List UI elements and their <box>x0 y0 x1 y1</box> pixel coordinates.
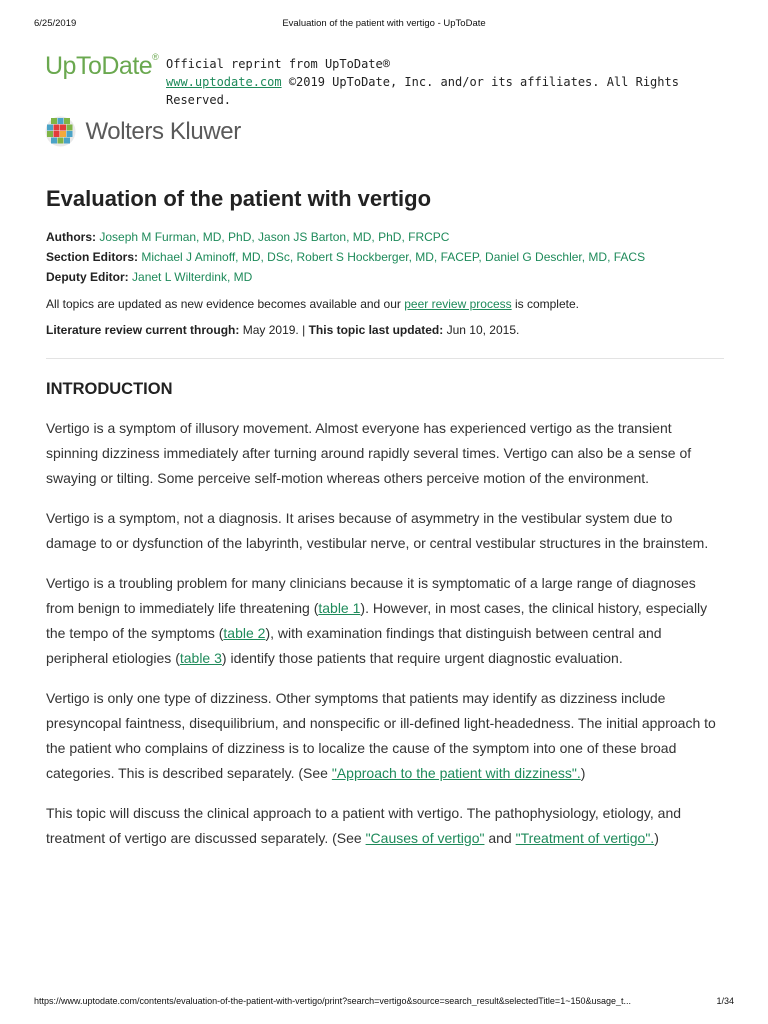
dizziness-approach-link[interactable]: "Approach to the patient with dizziness". <box>331 765 581 781</box>
lit-review-value: May 2019. <box>242 323 299 337</box>
uptodate-logo-text: UpToDate <box>45 52 153 80</box>
print-url: https://www.uptodate.com/contents/evaluation-of-the-patient-with-vertigo/print?search=vertigo&source=search_result&selectedTitle=1~150&usage_t... <box>34 996 632 1006</box>
paragraph-5-text-mid: and <box>484 830 516 846</box>
paragraph-3 <box>46 571 724 671</box>
notice-after: is complete. <box>511 297 579 311</box>
lit-review-label: Literature review current through: <box>46 323 240 337</box>
notice-before: All topics are updated as new evidence becomes available and our <box>46 297 405 311</box>
last-updated-label: This topic last updated: <box>308 323 444 337</box>
paragraph-3-text-c: ), with examination findings that distinguish between central and peripheral etiologies ( <box>46 625 662 666</box>
review-status <box>46 321 724 339</box>
print-footer <box>34 996 734 1010</box>
article <box>46 184 724 851</box>
deputy-editor-row <box>46 267 724 287</box>
section-editors-row <box>46 247 724 267</box>
table-1-link[interactable]: table 1 <box>318 600 361 616</box>
wolters-kluwer-row <box>45 116 241 150</box>
section-editors-label: Section Editors: <box>46 250 139 264</box>
uptodate-site-link[interactable]: www.uptodate.com <box>166 75 282 89</box>
authors-value[interactable]: Joseph M Furman, MD, PhD, Jason JS Barton, MD, PhD, FRCPC <box>99 230 450 244</box>
paragraph-2: Vertigo is a symptom, not a diagnosis. It arises because of asymmetry in the vestibular system due to damage to or dysfunction of the labyrinth, vestibular nerve, or central vestibular structures in the brainstem. <box>46 510 709 551</box>
paragraph-3-text-d: ) identify those patients that require urgent diagnostic evaluation. <box>221 650 623 666</box>
paragraph-4-text-a: Vertigo is only one type of dizziness. Other symptoms that patients may identify as dizziness include presyncopal faintness, disequilibrium, and nonspecific or ill-defined light-headedness. The initial approach to the patient who complains of dizziness is to localize the cause of the symptom into one of these broad categories. This is described separately. (See <box>46 690 716 781</box>
section-divider <box>46 358 724 359</box>
update-notice <box>46 295 724 313</box>
treatment-of-vertigo-link[interactable]: "Treatment of vertigo". <box>515 830 655 846</box>
uptodate-logo <box>45 52 158 81</box>
print-header <box>34 18 734 32</box>
causes-of-vertigo-link[interactable]: "Causes of vertigo" <box>365 830 485 846</box>
paragraph-5 <box>46 801 724 851</box>
article-title: Evaluation of the patient with vertigo <box>46 186 432 211</box>
review-separator: | <box>302 323 306 337</box>
wolters-kluwer-logo-icon <box>45 116 76 147</box>
wolters-kluwer-name: Wolters Kluwer <box>85 117 241 145</box>
paragraph-3-text-b: ). However, in most cases, the clinical history, especially the tempo of the symptoms ( <box>46 600 708 641</box>
section-heading-introduction: INTRODUCTION <box>46 380 173 398</box>
copyright-text: ©2019 UpToDate, Inc. and/or its affiliates. All Rights Reserved. <box>166 75 679 107</box>
copyright-line <box>166 73 734 109</box>
paragraph-5-text-b: ) <box>654 830 659 846</box>
paragraph-4-text-b: ) <box>580 765 586 781</box>
deputy-editor-value[interactable]: Janet L Wilterdink, MD <box>132 270 253 284</box>
reprint-block <box>166 55 734 109</box>
deputy-editor-label: Deputy Editor: <box>46 270 129 284</box>
uptodate-logo-mark: ® <box>152 52 159 62</box>
paragraph-3-text-a: Vertigo is a troubling problem for many clinicians because it is symptomatic of a large range of diagnoses from benign to immediately life threatening ( <box>46 575 696 616</box>
print-date: 6/25/2019 <box>34 18 77 29</box>
reprint-line: Official reprint from UpToDate® <box>166 57 390 71</box>
section-editors-value[interactable]: Michael J Aminoff, MD, DSc, Robert S Hockberger, MD, FACEP, Daniel G Deschler, MD, FACS <box>141 250 646 264</box>
paragraph-1: Vertigo is a symptom of illusory movement. Almost everyone has experienced vertigo as the transient spinning dizziness immediately after turning around rapidly several times. Vertigo can also be a sense of swaying or tilting. Some perceive self-motion whereas others perceive motion of the environment. <box>46 420 692 486</box>
authors-label: Authors: <box>46 230 96 244</box>
table-3-link[interactable]: table 3 <box>179 650 222 666</box>
page-number: 1/34 <box>716 996 734 1006</box>
last-updated-value: Jun 10, 2015. <box>446 323 520 337</box>
authors-row <box>46 227 724 247</box>
brand-row <box>45 52 734 107</box>
print-page-title: Evaluation of the patient with vertigo - UpToDate <box>282 18 486 29</box>
article-meta <box>46 227 724 287</box>
paragraph-4 <box>46 686 724 786</box>
table-2-link[interactable]: table 2 <box>223 625 266 641</box>
peer-review-link[interactable]: peer review process <box>404 297 512 311</box>
paragraph-5-text-a: This topic will discuss the clinical approach to a patient with vertigo. The pathophysiology, etiology, and treatment of vertigo are discussed separately. (See <box>46 805 682 846</box>
